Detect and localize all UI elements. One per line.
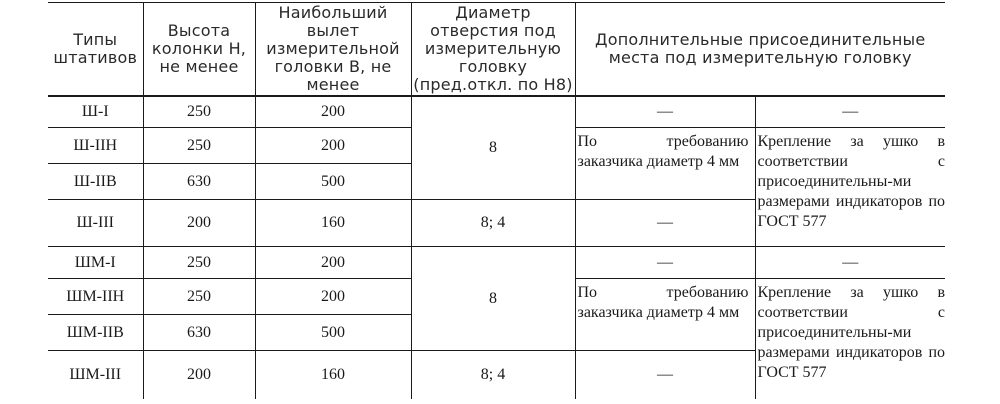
reach-cell: 500: [255, 164, 411, 200]
additional-cell: —: [575, 200, 755, 247]
header-height: Высота колонки H, не менее: [143, 3, 255, 96]
reach-cell: 200: [255, 279, 411, 315]
type-cell: ШМ-I: [48, 247, 143, 279]
additional-cell: —: [575, 351, 755, 399]
header-additional: Дополнительные присоединительные места под измерительную головку: [575, 3, 945, 96]
mounting-cell: —: [755, 96, 945, 128]
additional-cell: —: [575, 247, 755, 279]
mounting-cell: —: [755, 247, 945, 279]
header-types: Типы штативов: [48, 3, 143, 96]
stand-types-table: [48, 2, 945, 399]
reach-cell: 500: [255, 315, 411, 351]
diameter-cell: 8; 4: [411, 200, 575, 247]
header-reach: Наибольший вылет измерительной головки B, не менее: [255, 3, 411, 96]
reach-cell: 160: [255, 200, 411, 247]
type-cell: Ш-IIВ: [48, 164, 143, 200]
type-cell: ШМ-IIН: [48, 279, 143, 315]
height-cell: 200: [143, 200, 255, 247]
mounting-cell: Крепление за ушко в соответствии с присоединительны-ми размерами индикаторов по ГОСТ 577: [757, 284, 945, 381]
height-cell: 250: [143, 96, 255, 128]
reach-cell: 200: [255, 96, 411, 128]
additional-cell: По требованию заказчика диаметр 4 мм: [575, 279, 755, 351]
diameter-cell: 8: [411, 247, 575, 351]
type-cell: ШМ-IIВ: [48, 315, 143, 351]
reach-cell: 200: [255, 128, 411, 164]
type-cell: Ш-III: [48, 200, 143, 247]
height-cell: 250: [143, 128, 255, 164]
table-row: [48, 247, 945, 279]
type-cell: ШМ-III: [48, 351, 143, 399]
type-cell: Ш-IIН: [48, 128, 143, 164]
diameter-cell: 8: [411, 96, 575, 200]
table-row: [48, 96, 945, 128]
additional-cell: По требованию заказчика диаметр 4 мм: [575, 128, 755, 200]
additional-cell: —: [575, 96, 755, 128]
diameter-cell: 8; 4: [411, 351, 575, 399]
header-row: [48, 3, 945, 96]
reach-cell: 160: [255, 351, 411, 399]
height-cell: 200: [143, 351, 255, 399]
type-cell: Ш-I: [48, 96, 143, 128]
height-cell: 250: [143, 279, 255, 315]
height-cell: 250: [143, 247, 255, 279]
reach-cell: 200: [255, 247, 411, 279]
mounting-cell: Крепление за ушко в соответствии с присоединительны-ми размерами индикаторов по ГОСТ 577: [755, 128, 945, 247]
height-cell: 630: [143, 164, 255, 200]
header-diameter: Диаметр отверстия под измерительную головку (пред.откл. по H8): [411, 3, 575, 96]
height-cell: 630: [143, 315, 255, 351]
